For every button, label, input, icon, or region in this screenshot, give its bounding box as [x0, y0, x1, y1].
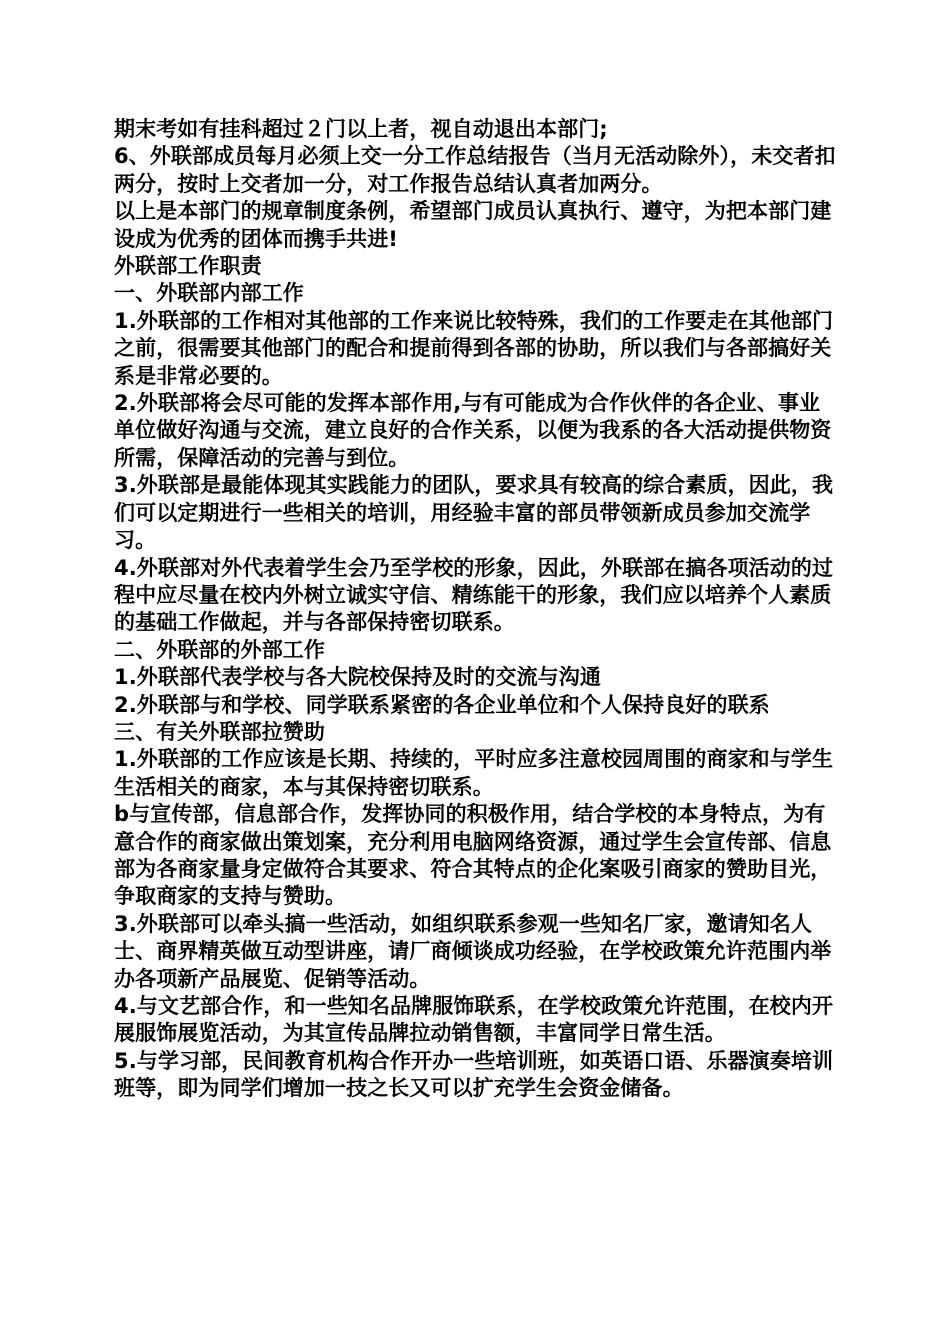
paragraph: 4.外联部对外代表着学生会乃至学校的形象，因此，外联部在搞各项活动的过程中应尽量在校内外树立诚实守信、精练能干的形象，我们应以培养个人素质的基础工作做起，并与各部保持密切联系。	[114, 555, 834, 635]
paragraph: b与宣传部，信息部合作，发挥协同的积极作用，结合学校的本身特点，为有意合作的商家做出策划案，充分利用电脑网络资源，通过学生会宣传部、信息	[114, 802, 832, 854]
paragraph: 4.与文艺部合作，和一些知名品牌服饰联系，在学校政策允许范围，在校内开展服饰展览活动，为其宣传品牌拉动销售额，丰富同学日常生活。	[114, 994, 834, 1046]
paragraph: 1.外联部的工作应该是长期、持续的，平时应多注意校园周围的商家和与学生生活相关的商家，本与其保持密切联系。	[114, 747, 834, 799]
paragraph: 1.外联部的工作相对其他部的工作来说比较特殊，我们的工作要走在其他部门之前，很需要其他部门的配合和提前得到各部的协助，所以我们与各部搞好关系是非常必要的。	[114, 308, 834, 388]
paragraph: 部为各商家量身定做符合其要求、符合其特点的企化案吸引商家的赞助目光，争取商家的支持与赞助。	[114, 856, 832, 909]
paragraph: 3.外联部是最能体现其实践能力的团队，要求具有较高的综合素质，因此，我们可以定期进行一些相关的培训，用经验丰富的部员带领新成员参加交流学习。	[114, 473, 834, 553]
paragraph: 2.外联部将会尽可能的发挥本部作用,与有可能成为合作伙伴的各企业、事业单位做好沟通与交流，建立良好的合作关系，以便为我系的各大活动提供物资所需，保障活动的完善与到位。	[114, 391, 832, 470]
paragraph: 3.外联部可以牵头搞一些活动，如组织联系参观一些知名厂家，邀请知名人士、商界精英做互动型讲座，请厂商倾谈成功经验，在学校政策允许范围内举办各项新产品展览、促销等活动。	[114, 911, 832, 991]
document-body	[114, 116, 838, 1103]
paragraph: 1.外联部代表学校与各大院校保持及时的交流与沟通	[114, 665, 601, 690]
paragraph: 以上是本部门的规章制度条例，希望部门成员认真执行、遵守，为把本部门建设成为优秀的团体而携手共进!	[114, 199, 832, 251]
section-heading: 一、外联部内部工作	[114, 281, 304, 306]
section-heading: 三、有关外联部拉赞助	[114, 719, 325, 744]
section-heading: 外联部工作职责	[114, 254, 262, 279]
paragraph: 2.外联部与和学校、同学联系紧密的各企业单位和个人保持良好的联系	[114, 692, 770, 717]
paragraph: 期末考如有挂科超过２门以上者，视自动退出本部门;	[114, 117, 608, 141]
section-heading: 二、外联部的外部工作	[114, 637, 325, 662]
paragraph: 6、外联部成员每月必须上交一分工作总结报告（当月无活动除外），未交者扣两分，按时上交者加一分，对工作报告总结认真者加两分。	[114, 144, 836, 196]
paragraph: 5.与学习部，民间教育机构合作开办一些培训班，如英语口语、乐器演奏培训班等，即为同学们增加一技之长又可以扩充学生会资金储备。	[114, 1048, 834, 1101]
